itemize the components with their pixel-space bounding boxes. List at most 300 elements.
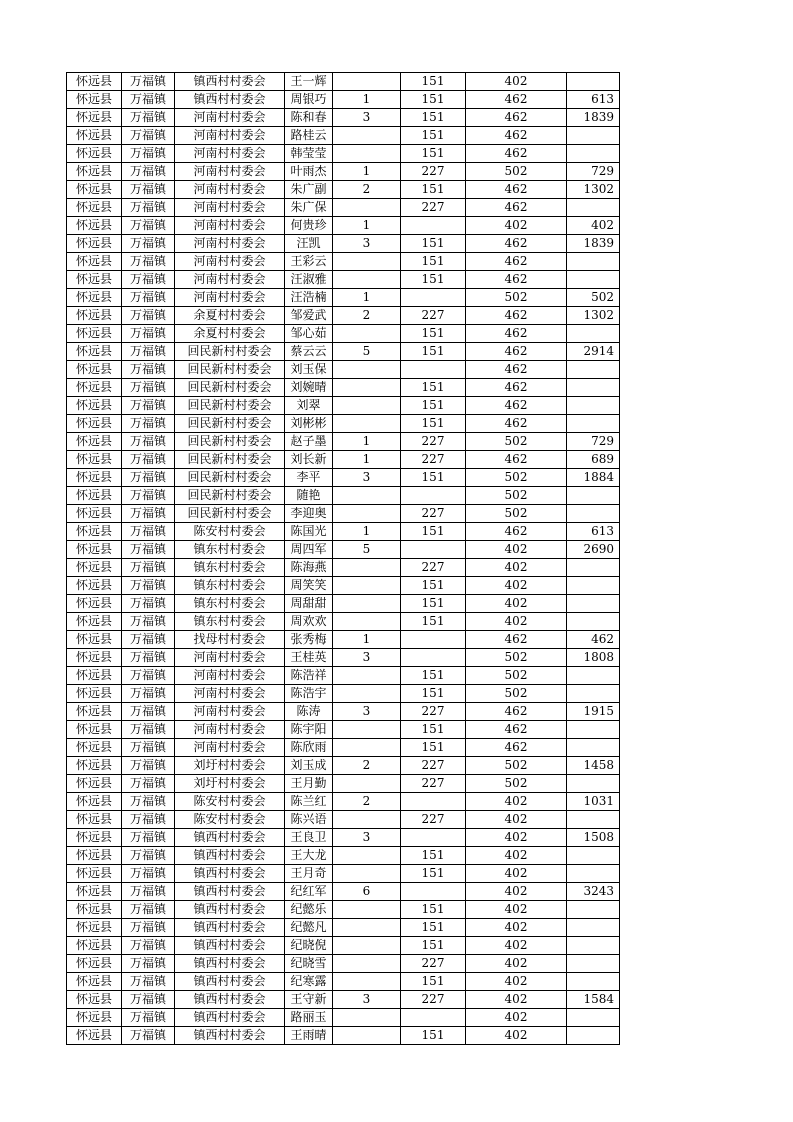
village-committee-cell: 镇西村村委会 [175, 1027, 285, 1045]
total-cell [567, 1009, 620, 1027]
household-count-cell [333, 145, 401, 163]
county-cell: 怀远县 [67, 181, 122, 199]
table-row [67, 883, 620, 901]
household-count-cell [333, 901, 401, 919]
amount-a-cell [401, 1009, 466, 1027]
town-cell: 万福镇 [122, 631, 175, 649]
name-cell: 王桂英 [285, 649, 333, 667]
household-count-cell: 1 [333, 451, 401, 469]
village-committee-cell: 刘圩村村委会 [175, 757, 285, 775]
village-committee-cell: 刘圩村村委会 [175, 775, 285, 793]
town-cell: 万福镇 [122, 487, 175, 505]
town-cell: 万福镇 [122, 595, 175, 613]
village-committee-cell: 河南村村委会 [175, 253, 285, 271]
table-row [67, 829, 620, 847]
total-cell [567, 775, 620, 793]
amount-a-cell: 151 [401, 343, 466, 361]
name-cell: 何贵珍 [285, 217, 333, 235]
total-cell: 1302 [567, 181, 620, 199]
amount-b-cell: 462 [466, 307, 567, 325]
name-cell: 蔡云云 [285, 343, 333, 361]
total-cell [567, 919, 620, 937]
town-cell: 万福镇 [122, 307, 175, 325]
table-row [67, 649, 620, 667]
table-row [67, 361, 620, 379]
amount-a-cell: 227 [401, 199, 466, 217]
table-row [67, 901, 620, 919]
village-committee-cell: 回民新村村委会 [175, 379, 285, 397]
household-count-cell: 1 [333, 163, 401, 181]
table-row [67, 667, 620, 685]
amount-b-cell: 402 [466, 1009, 567, 1027]
village-committee-cell: 镇西村村委会 [175, 919, 285, 937]
table-row [67, 721, 620, 739]
total-cell: 729 [567, 163, 620, 181]
town-cell: 万福镇 [122, 649, 175, 667]
table-row [67, 595, 620, 613]
village-committee-cell: 镇西村村委会 [175, 91, 285, 109]
village-committee-cell: 镇西村村委会 [175, 883, 285, 901]
total-cell [567, 721, 620, 739]
amount-b-cell: 462 [466, 199, 567, 217]
village-committee-cell: 镇西村村委会 [175, 991, 285, 1009]
name-cell: 邹心茹 [285, 325, 333, 343]
town-cell: 万福镇 [122, 937, 175, 955]
amount-a-cell: 151 [401, 577, 466, 595]
name-cell: 周笑笑 [285, 577, 333, 595]
table-row [67, 163, 620, 181]
town-cell: 万福镇 [122, 91, 175, 109]
amount-b-cell: 462 [466, 271, 567, 289]
total-cell [567, 595, 620, 613]
amount-b-cell: 462 [466, 739, 567, 757]
amount-a-cell: 151 [401, 181, 466, 199]
amount-a-cell: 151 [401, 415, 466, 433]
total-cell [567, 73, 620, 91]
total-cell [567, 1027, 620, 1045]
town-cell: 万福镇 [122, 289, 175, 307]
village-committee-cell: 回民新村村委会 [175, 469, 285, 487]
amount-a-cell: 151 [401, 91, 466, 109]
table-row [67, 325, 620, 343]
county-cell: 怀远县 [67, 685, 122, 703]
table-row [67, 73, 620, 91]
total-cell [567, 127, 620, 145]
amount-b-cell: 402 [466, 973, 567, 991]
total-cell: 1839 [567, 235, 620, 253]
total-cell [567, 901, 620, 919]
name-cell: 周银巧 [285, 91, 333, 109]
household-count-cell [333, 577, 401, 595]
total-cell: 462 [567, 631, 620, 649]
amount-a-cell [401, 217, 466, 235]
table-row [67, 577, 620, 595]
table-row [67, 415, 620, 433]
household-count-cell: 2 [333, 793, 401, 811]
household-count-cell [333, 685, 401, 703]
household-count-cell [333, 955, 401, 973]
table-row [67, 991, 620, 1009]
total-cell [567, 613, 620, 631]
village-committee-cell: 镇西村村委会 [175, 1009, 285, 1027]
town-cell: 万福镇 [122, 811, 175, 829]
village-committee-cell: 回民新村村委会 [175, 361, 285, 379]
amount-b-cell: 462 [466, 703, 567, 721]
table-row [67, 145, 620, 163]
county-cell: 怀远县 [67, 775, 122, 793]
table-body [67, 73, 620, 1045]
total-cell [567, 811, 620, 829]
county-cell: 怀远县 [67, 613, 122, 631]
table-row [67, 253, 620, 271]
town-cell: 万福镇 [122, 325, 175, 343]
total-cell: 1302 [567, 307, 620, 325]
town-cell: 万福镇 [122, 883, 175, 901]
household-count-cell: 3 [333, 703, 401, 721]
county-cell: 怀远县 [67, 739, 122, 757]
amount-b-cell: 402 [466, 991, 567, 1009]
amount-b-cell: 462 [466, 631, 567, 649]
town-cell: 万福镇 [122, 757, 175, 775]
household-count-cell [333, 847, 401, 865]
county-cell: 怀远县 [67, 901, 122, 919]
town-cell: 万福镇 [122, 109, 175, 127]
total-cell [567, 199, 620, 217]
name-cell: 刘婉晴 [285, 379, 333, 397]
household-count-cell [333, 937, 401, 955]
amount-b-cell: 402 [466, 811, 567, 829]
total-cell [567, 865, 620, 883]
village-committee-cell: 河南村村委会 [175, 181, 285, 199]
household-count-cell: 3 [333, 235, 401, 253]
name-cell: 刘长新 [285, 451, 333, 469]
amount-a-cell [401, 793, 466, 811]
amount-a-cell: 151 [401, 919, 466, 937]
town-cell: 万福镇 [122, 397, 175, 415]
name-cell: 汪浩楠 [285, 289, 333, 307]
household-count-cell [333, 721, 401, 739]
town-cell: 万福镇 [122, 775, 175, 793]
town-cell: 万福镇 [122, 379, 175, 397]
table-row [67, 703, 620, 721]
county-cell: 怀远县 [67, 991, 122, 1009]
amount-a-cell: 151 [401, 523, 466, 541]
household-count-cell [333, 919, 401, 937]
amount-a-cell: 227 [401, 757, 466, 775]
amount-b-cell: 502 [466, 163, 567, 181]
amount-b-cell: 462 [466, 415, 567, 433]
county-cell: 怀远县 [67, 919, 122, 937]
amount-a-cell: 151 [401, 973, 466, 991]
table-row [67, 973, 620, 991]
name-cell: 陈欣雨 [285, 739, 333, 757]
table-row [67, 469, 620, 487]
total-cell [567, 955, 620, 973]
county-cell: 怀远县 [67, 199, 122, 217]
household-count-cell [333, 379, 401, 397]
town-cell: 万福镇 [122, 217, 175, 235]
county-cell: 怀远县 [67, 793, 122, 811]
amount-b-cell: 462 [466, 451, 567, 469]
table-row [67, 613, 620, 631]
amount-a-cell: 151 [401, 469, 466, 487]
amount-b-cell: 402 [466, 937, 567, 955]
household-count-cell: 1 [333, 217, 401, 235]
total-cell [567, 577, 620, 595]
town-cell: 万福镇 [122, 919, 175, 937]
table-row [67, 685, 620, 703]
amount-b-cell: 502 [466, 433, 567, 451]
county-cell: 怀远县 [67, 145, 122, 163]
amount-b-cell: 502 [466, 487, 567, 505]
village-committee-cell: 回民新村村委会 [175, 487, 285, 505]
county-cell: 怀远县 [67, 703, 122, 721]
amount-a-cell: 227 [401, 775, 466, 793]
village-committee-cell: 陈安村村委会 [175, 811, 285, 829]
amount-b-cell: 502 [466, 757, 567, 775]
name-cell: 李平 [285, 469, 333, 487]
name-cell: 王大龙 [285, 847, 333, 865]
amount-a-cell: 151 [401, 667, 466, 685]
amount-b-cell: 402 [466, 955, 567, 973]
town-cell: 万福镇 [122, 451, 175, 469]
village-committee-cell: 回民新村村委会 [175, 343, 285, 361]
name-cell: 刘玉保 [285, 361, 333, 379]
county-cell: 怀远县 [67, 289, 122, 307]
table-row [67, 559, 620, 577]
name-cell: 随艳 [285, 487, 333, 505]
village-committee-cell: 镇西村村委会 [175, 955, 285, 973]
village-committee-cell: 镇东村村委会 [175, 577, 285, 595]
town-cell: 万福镇 [122, 271, 175, 289]
town-cell: 万福镇 [122, 163, 175, 181]
amount-a-cell: 151 [401, 379, 466, 397]
village-committee-cell: 河南村村委会 [175, 127, 285, 145]
amount-b-cell: 402 [466, 901, 567, 919]
village-committee-cell: 河南村村委会 [175, 217, 285, 235]
household-count-cell [333, 271, 401, 289]
amount-b-cell: 402 [466, 559, 567, 577]
amount-a-cell: 151 [401, 271, 466, 289]
amount-b-cell: 462 [466, 379, 567, 397]
amount-b-cell: 462 [466, 343, 567, 361]
town-cell: 万福镇 [122, 739, 175, 757]
table-row [67, 523, 620, 541]
table-row [67, 235, 620, 253]
town-cell: 万福镇 [122, 199, 175, 217]
village-committee-cell: 回民新村村委会 [175, 415, 285, 433]
amount-b-cell: 462 [466, 91, 567, 109]
village-committee-cell: 镇西村村委会 [175, 865, 285, 883]
total-cell [567, 397, 620, 415]
amount-a-cell: 151 [401, 613, 466, 631]
amount-a-cell [401, 361, 466, 379]
county-cell: 怀远县 [67, 217, 122, 235]
amount-b-cell: 462 [466, 397, 567, 415]
name-cell: 王良卫 [285, 829, 333, 847]
county-cell: 怀远县 [67, 955, 122, 973]
name-cell: 刘翠 [285, 397, 333, 415]
total-cell [567, 973, 620, 991]
table-row [67, 1027, 620, 1045]
household-count-cell: 3 [333, 649, 401, 667]
village-committee-cell: 河南村村委会 [175, 289, 285, 307]
county-cell: 怀远县 [67, 163, 122, 181]
county-cell: 怀远县 [67, 235, 122, 253]
amount-a-cell: 151 [401, 109, 466, 127]
name-cell: 朱广保 [285, 199, 333, 217]
town-cell: 万福镇 [122, 469, 175, 487]
amount-b-cell: 462 [466, 145, 567, 163]
county-cell: 怀远县 [67, 451, 122, 469]
household-count-cell: 1 [333, 433, 401, 451]
table-row [67, 757, 620, 775]
table-row [67, 811, 620, 829]
amount-b-cell: 402 [466, 577, 567, 595]
village-committee-cell: 河南村村委会 [175, 235, 285, 253]
village-committee-cell: 镇西村村委会 [175, 973, 285, 991]
name-cell: 王月勤 [285, 775, 333, 793]
amount-a-cell: 151 [401, 865, 466, 883]
village-committee-cell: 河南村村委会 [175, 199, 285, 217]
data-table [66, 72, 620, 1045]
town-cell: 万福镇 [122, 901, 175, 919]
town-cell: 万福镇 [122, 361, 175, 379]
name-cell: 汪淑雅 [285, 271, 333, 289]
amount-b-cell: 502 [466, 289, 567, 307]
household-count-cell: 3 [333, 829, 401, 847]
total-cell: 613 [567, 523, 620, 541]
amount-b-cell: 402 [466, 847, 567, 865]
county-cell: 怀远县 [67, 343, 122, 361]
household-count-cell [333, 415, 401, 433]
name-cell: 纪懿乐 [285, 901, 333, 919]
household-count-cell [333, 811, 401, 829]
total-cell: 1031 [567, 793, 620, 811]
household-count-cell: 1 [333, 289, 401, 307]
household-count-cell [333, 1027, 401, 1045]
name-cell: 邹爱武 [285, 307, 333, 325]
total-cell: 1808 [567, 649, 620, 667]
name-cell: 刘玉成 [285, 757, 333, 775]
table-row [67, 217, 620, 235]
town-cell: 万福镇 [122, 865, 175, 883]
total-cell [567, 559, 620, 577]
amount-b-cell: 462 [466, 325, 567, 343]
name-cell: 纪红军 [285, 883, 333, 901]
town-cell: 万福镇 [122, 1027, 175, 1045]
total-cell: 729 [567, 433, 620, 451]
town-cell: 万福镇 [122, 685, 175, 703]
total-cell: 2690 [567, 541, 620, 559]
village-committee-cell: 河南村村委会 [175, 145, 285, 163]
town-cell: 万福镇 [122, 703, 175, 721]
county-cell: 怀远县 [67, 325, 122, 343]
table-row [67, 199, 620, 217]
name-cell: 陈国光 [285, 523, 333, 541]
county-cell: 怀远县 [67, 883, 122, 901]
town-cell: 万福镇 [122, 235, 175, 253]
name-cell: 陈浩祥 [285, 667, 333, 685]
county-cell: 怀远县 [67, 505, 122, 523]
county-cell: 怀远县 [67, 523, 122, 541]
amount-b-cell: 402 [466, 865, 567, 883]
name-cell: 刘彬彬 [285, 415, 333, 433]
amount-a-cell: 151 [401, 325, 466, 343]
town-cell: 万福镇 [122, 1009, 175, 1027]
amount-b-cell: 502 [466, 469, 567, 487]
amount-a-cell [401, 289, 466, 307]
table-row [67, 433, 620, 451]
household-count-cell [333, 973, 401, 991]
amount-a-cell: 151 [401, 73, 466, 91]
name-cell: 韩莹莹 [285, 145, 333, 163]
total-cell: 1458 [567, 757, 620, 775]
amount-a-cell: 151 [401, 847, 466, 865]
amount-a-cell: 151 [401, 685, 466, 703]
village-committee-cell: 河南村村委会 [175, 271, 285, 289]
town-cell: 万福镇 [122, 577, 175, 595]
total-cell [567, 361, 620, 379]
name-cell: 陈浩宇 [285, 685, 333, 703]
county-cell: 怀远县 [67, 487, 122, 505]
village-committee-cell: 回民新村村委会 [175, 451, 285, 469]
village-committee-cell: 河南村村委会 [175, 721, 285, 739]
village-committee-cell: 河南村村委会 [175, 163, 285, 181]
amount-a-cell: 151 [401, 901, 466, 919]
amount-b-cell: 462 [466, 523, 567, 541]
amount-b-cell: 462 [466, 235, 567, 253]
village-committee-cell: 河南村村委会 [175, 109, 285, 127]
household-count-cell [333, 73, 401, 91]
table-row [67, 451, 620, 469]
total-cell: 1508 [567, 829, 620, 847]
village-committee-cell: 镇西村村委会 [175, 901, 285, 919]
table-row [67, 307, 620, 325]
table-row [67, 631, 620, 649]
name-cell: 周欢欢 [285, 613, 333, 631]
village-committee-cell: 镇东村村委会 [175, 595, 285, 613]
name-cell: 王月奇 [285, 865, 333, 883]
county-cell: 怀远县 [67, 361, 122, 379]
household-count-cell [333, 613, 401, 631]
table-row [67, 739, 620, 757]
town-cell: 万福镇 [122, 847, 175, 865]
amount-b-cell: 462 [466, 127, 567, 145]
name-cell: 纪晓倪 [285, 937, 333, 955]
name-cell: 王守新 [285, 991, 333, 1009]
name-cell: 纪晓雪 [285, 955, 333, 973]
amount-a-cell: 151 [401, 397, 466, 415]
household-count-cell: 2 [333, 757, 401, 775]
amount-b-cell: 402 [466, 73, 567, 91]
county-cell: 怀远县 [67, 847, 122, 865]
household-count-cell: 2 [333, 307, 401, 325]
amount-a-cell: 151 [401, 253, 466, 271]
county-cell: 怀远县 [67, 667, 122, 685]
county-cell: 怀远县 [67, 73, 122, 91]
name-cell: 王雨晴 [285, 1027, 333, 1045]
name-cell: 汪凯 [285, 235, 333, 253]
total-cell [567, 487, 620, 505]
amount-a-cell: 151 [401, 595, 466, 613]
town-cell: 万福镇 [122, 973, 175, 991]
county-cell: 怀远县 [67, 811, 122, 829]
amount-a-cell: 227 [401, 991, 466, 1009]
amount-b-cell: 402 [466, 829, 567, 847]
amount-a-cell [401, 649, 466, 667]
table-row [67, 955, 620, 973]
